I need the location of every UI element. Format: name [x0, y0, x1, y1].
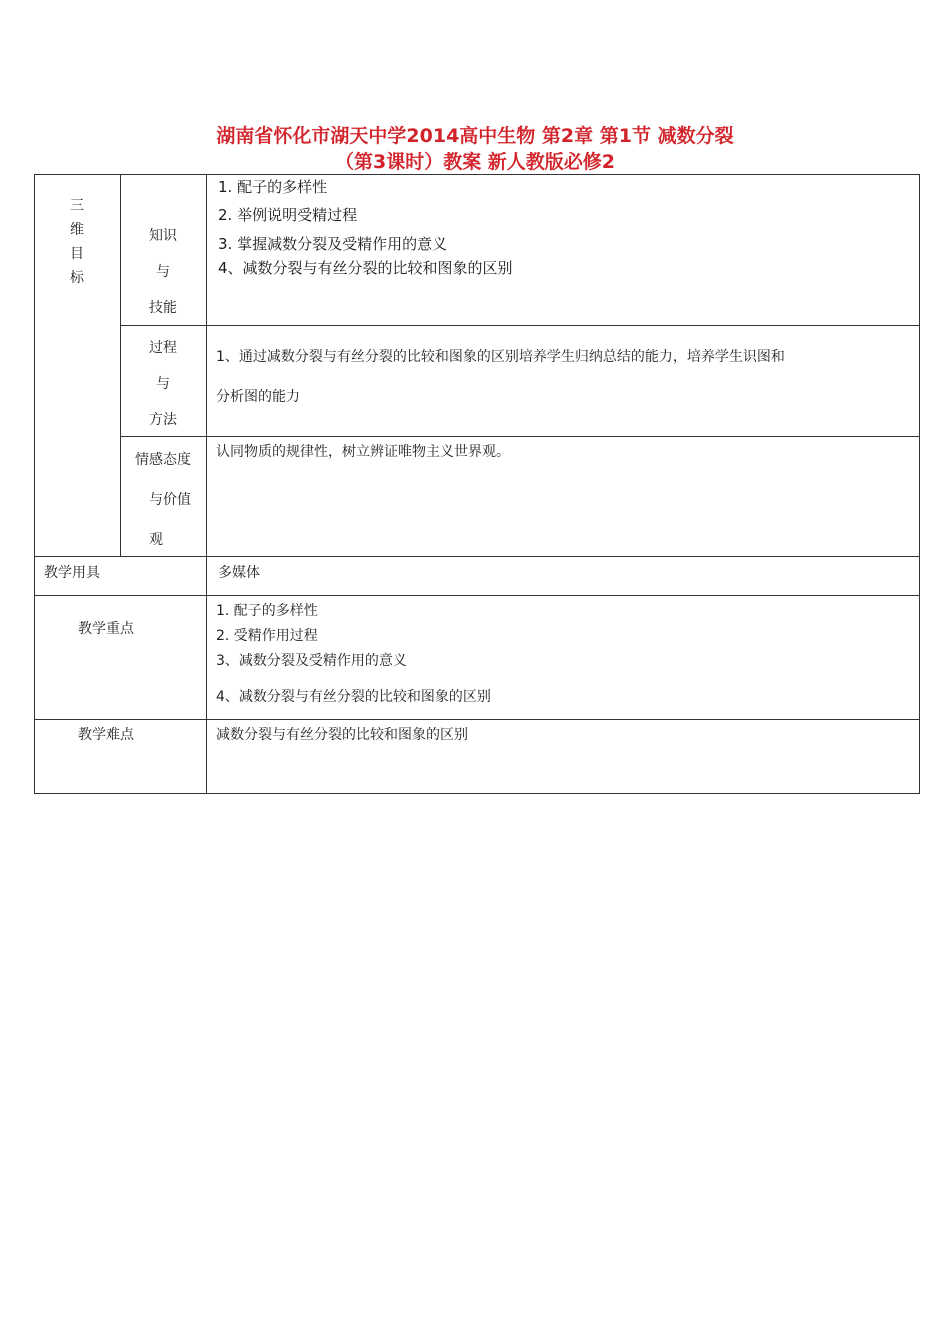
knowledge-item: 2. 举例说明受精过程 [218, 206, 358, 224]
table-rule [206, 174, 207, 794]
goals-label-char: 维 [70, 222, 84, 238]
document-title-line-2: （第3课时）教案 新人教版必修2 [334, 151, 616, 173]
process-label-line: 方法 [149, 412, 177, 428]
key-points-label: 教学重点 [78, 621, 134, 637]
knowledge-label [120, 218, 206, 326]
table-rule [34, 595, 920, 596]
table-rule [34, 719, 920, 720]
knowledge-label-line: 知识 [149, 228, 177, 244]
goals-label [34, 194, 120, 290]
knowledge-item: 4、减数分裂与有丝分裂的比较和图象的区别 [218, 259, 513, 277]
key-point-item: 3、减数分裂及受精作用的意义 [216, 653, 407, 669]
tools-value: 多媒体 [218, 565, 260, 581]
table-border-bottom [34, 793, 920, 794]
table-rule [120, 325, 920, 326]
emotion-label [120, 440, 206, 560]
goals-label-char: 三 [70, 198, 84, 214]
key-point-item: 4、减数分裂与有丝分裂的比较和图象的区别 [216, 689, 491, 705]
knowledge-item: 1. 配子的多样性 [218, 178, 328, 196]
process-label [120, 330, 206, 438]
difficulties-label: 教学难点 [78, 727, 134, 743]
emotion-text: 认同物质的规律性，树立辨证唯物主义世界观。 [216, 444, 510, 460]
process-label-line: 与 [156, 376, 170, 392]
table-border-top [34, 174, 920, 175]
process-label-line: 过程 [149, 340, 177, 356]
knowledge-label-line: 与 [156, 264, 170, 280]
process-text-line-1: 1、通过减数分裂与有丝分裂的比较和图象的区别培养学生归纳总结的能力，培养学生识图和 [216, 349, 785, 365]
document-title-line-1: 湖南省怀化市湖天中学2014高中生物 第2章 第1节 减数分裂 [216, 125, 734, 147]
knowledge-label-line: 技能 [149, 300, 177, 316]
goals-label-char: 目 [70, 246, 84, 262]
key-point-item: 2. 受精作用过程 [216, 628, 318, 644]
key-point-item: 1. 配子的多样性 [216, 603, 318, 619]
emotion-label-line: 与价值 [149, 492, 191, 508]
table-rule [120, 436, 920, 437]
difficulties-value: 减数分裂与有丝分裂的比较和图象的区别 [216, 727, 468, 743]
table-border-right [919, 174, 920, 794]
goals-label-char: 标 [70, 270, 84, 286]
emotion-label-line: 情感态度 [135, 452, 191, 468]
knowledge-item: 3. 掌握减数分裂及受精作用的意义 [218, 235, 448, 253]
process-text-line-2: 分析图的能力 [216, 389, 300, 405]
tools-label: 教学用具 [44, 565, 100, 581]
emotion-label-line: 观 [149, 532, 163, 548]
